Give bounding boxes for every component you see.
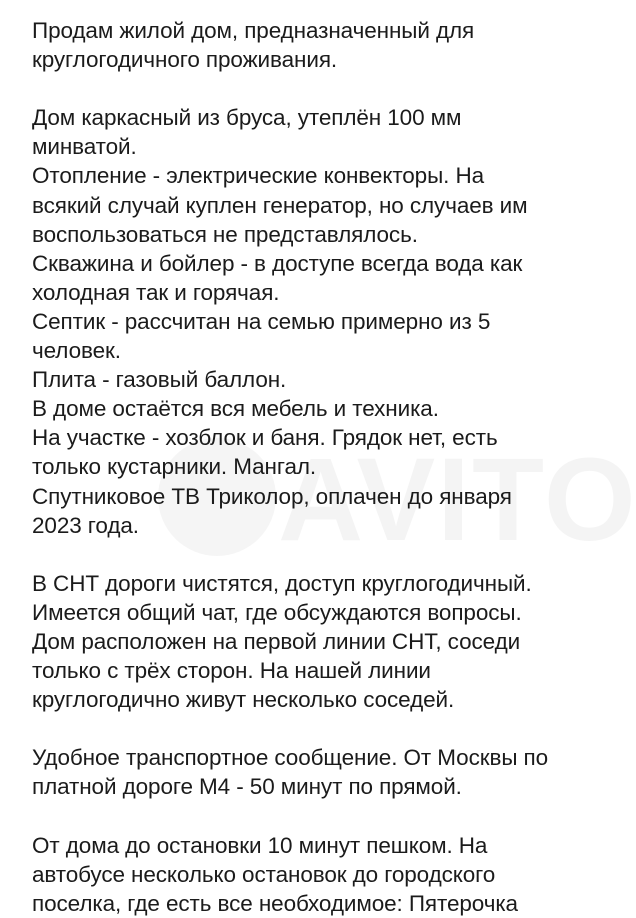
text-line: Септик - рассчитан на семью примерно из 5 xyxy=(32,308,491,334)
text-line: В СНТ дороги чистятся, доступ круглогодичный. xyxy=(32,570,532,596)
paragraph-gap xyxy=(32,540,622,569)
text-line: В доме остаётся вся мебель и техника. xyxy=(32,396,439,422)
text-line: всякий случай куплен генератор, но случаев им xyxy=(32,192,528,218)
text-line: 2023 года. xyxy=(32,512,139,538)
text-line: Отопление - электрические конвекторы. На xyxy=(32,163,485,189)
text-line: Удобное транспортное сообщение. От Москвы по xyxy=(32,745,549,771)
text-line: холодная так и горячая. xyxy=(32,279,280,305)
paragraph-gap xyxy=(32,74,622,103)
text-line: Дом каркасный из бруса, утеплён 100 мм xyxy=(32,105,462,131)
text-line: минватой. xyxy=(32,134,137,160)
text-line: Спутниковое ТВ Триколор, оплачен до января xyxy=(32,483,512,509)
text-line: Плита - газовый баллон. xyxy=(32,367,287,393)
text-line: Продам жилой дом, предназначенный для xyxy=(32,18,475,43)
text-line: автобусе несколько остановок до городского xyxy=(32,861,496,887)
text-line: круглогодично живут несколько соседей. xyxy=(32,687,455,713)
paragraph-gap xyxy=(32,714,622,743)
text-line: платной дороге М4 - 50 минут по прямой. xyxy=(32,774,462,800)
text-line: только с трёх сторон. На нашей линии xyxy=(32,658,431,684)
text-line: На участке - хозблок и баня. Грядок нет, есть xyxy=(32,425,498,451)
text-line: Скважина и бойлер - в доступе всегда вода как xyxy=(32,250,523,276)
listing-description xyxy=(32,16,622,918)
text-line: поселка, где есть все необходимое: Пятерочка xyxy=(32,890,518,916)
text-line: воспользоваться не представлялось. xyxy=(32,221,418,247)
text-line: От дома до остановки 10 минут пешком. На xyxy=(32,832,488,858)
text-line: Имеется общий чат, где обсуждаются вопросы. xyxy=(32,599,522,625)
text-line: круглогодичного проживания. xyxy=(32,47,338,73)
text-line: Дом расположен на первой линии СНТ, соседи xyxy=(32,628,521,654)
paragraph-gap xyxy=(32,802,622,831)
text-line: человек. xyxy=(32,338,121,364)
text-line: только кустарники. Мангал. xyxy=(32,454,317,480)
